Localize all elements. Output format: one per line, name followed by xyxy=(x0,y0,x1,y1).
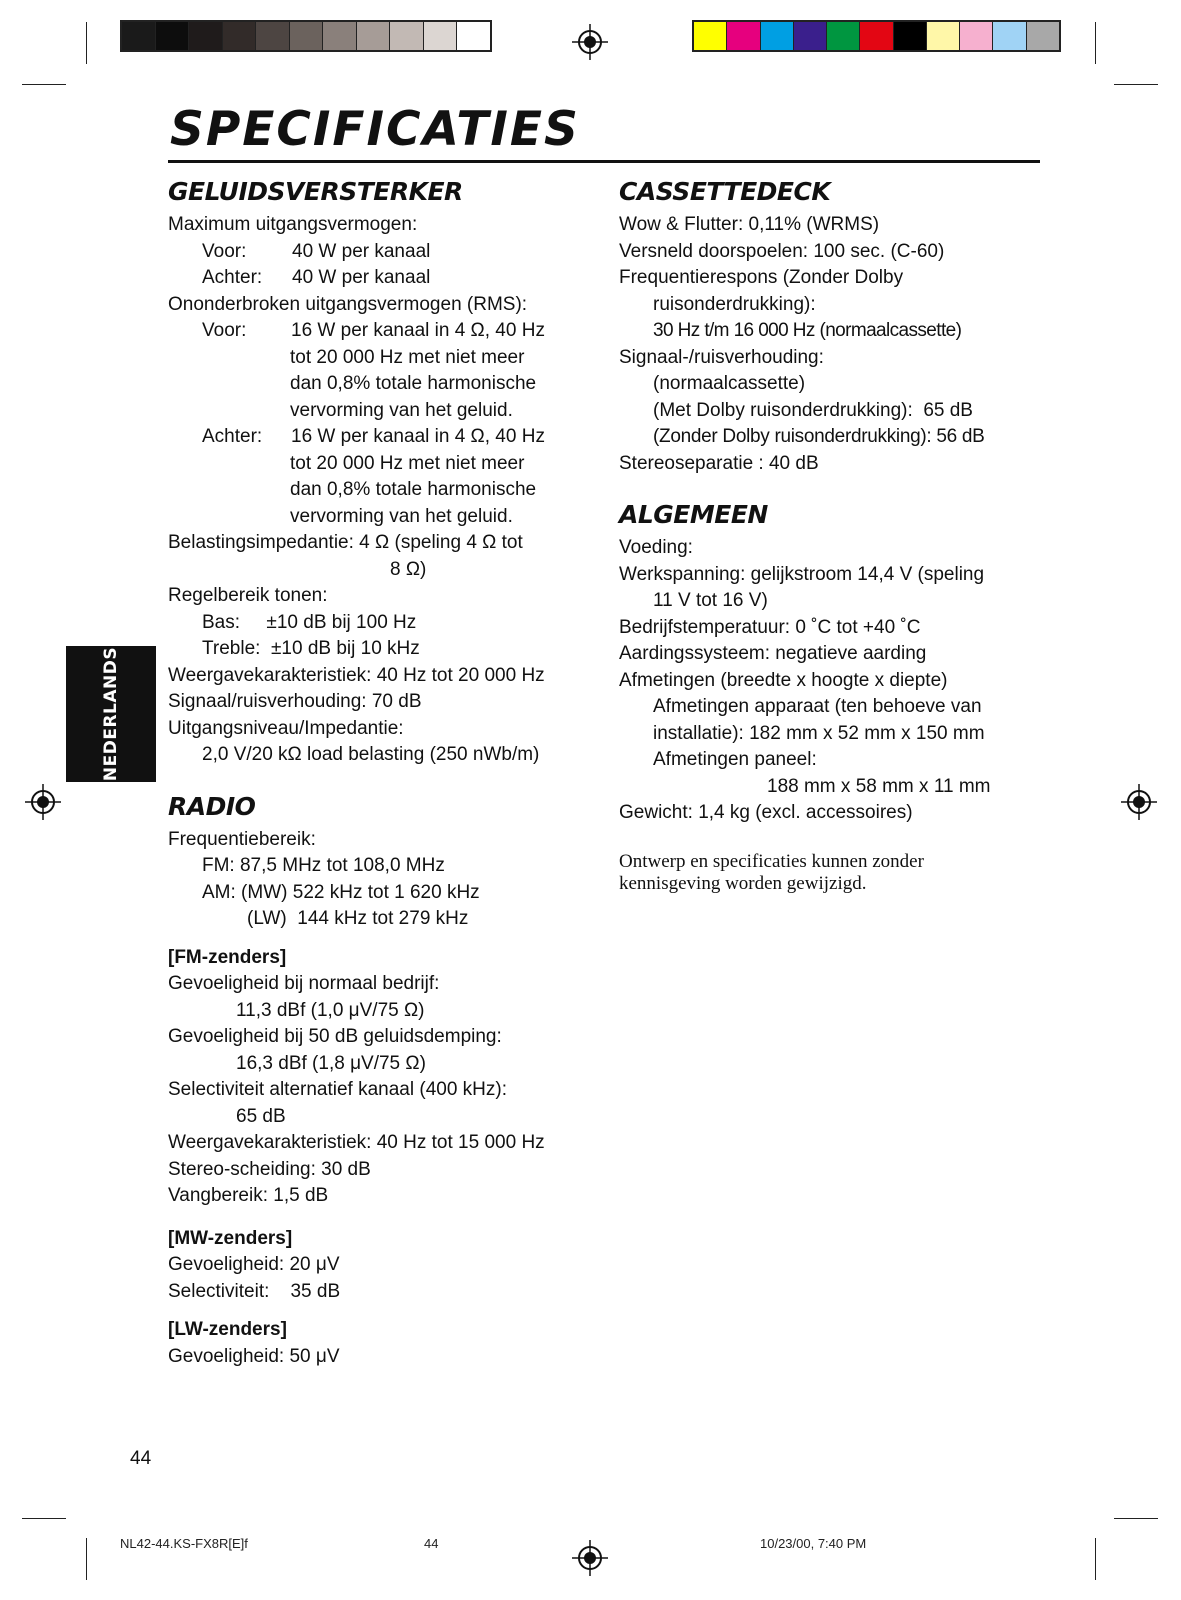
mw-selectivity: Selectiviteit: 35 dB xyxy=(168,1280,341,1302)
crop-mark xyxy=(1095,1538,1096,1580)
spec-label: Achter: xyxy=(202,426,263,447)
crop-mark xyxy=(1114,1518,1158,1519)
fm-stereo-separation: Stereo-scheiding: 30 dB xyxy=(168,1158,371,1180)
color-swatch xyxy=(122,22,156,50)
tone-range-label: Regelbereik tonen: xyxy=(168,585,328,606)
rms-front-line: dan 0,8% totale harmonische xyxy=(290,373,537,394)
impedance-spec-cont: 8 Ω) xyxy=(390,558,427,580)
spec-value: 16 W per kanaal in 4 Ω, 40 Hz xyxy=(291,426,545,447)
rms-front-line: tot 20 000 Hz met niet meer xyxy=(290,346,525,368)
color-swatch xyxy=(860,22,893,50)
crop-mark xyxy=(86,22,87,64)
operating-voltage: Werkspanning: gelijkstroom 14,4 V (speling xyxy=(619,563,985,585)
rms-rear-line: vervorming van het geluid. xyxy=(290,505,513,527)
color-swatch xyxy=(894,22,927,50)
color-swatch xyxy=(1027,22,1059,50)
fm-stations-header: [FM-zenders] xyxy=(168,946,287,968)
rms-power-label: Ononderbroken uitgangsvermogen (RMS): xyxy=(168,293,528,315)
fast-forward: Versneld doorspoelen: 100 sec. (C-60) xyxy=(619,240,945,262)
max-power-front xyxy=(168,239,598,266)
fm-selectivity-value: 65 dB xyxy=(236,1105,286,1127)
rms-front-line: vervorming van het geluid. xyxy=(290,399,513,421)
panel-dimensions-value: 188 mm x 58 mm x 11 mm xyxy=(767,775,991,797)
cassette-snr-dolby: (Met Dolby ruisonderdrukking): 65 dB xyxy=(653,399,973,421)
left-column xyxy=(168,172,598,1370)
crop-mark xyxy=(1114,84,1158,85)
frequency-response: Weergavekarakteristiek: 40 Hz tot 20 000 Hz xyxy=(168,664,545,686)
operating-temperature: Bedrijfstemperatuur: 0 ˚C tot +40 ˚C xyxy=(619,616,921,638)
bass-spec: Bas: ±10 dB bij 100 Hz xyxy=(202,611,417,633)
wow-flutter: Wow & Flutter: 0,11% (WRMS) xyxy=(619,214,880,235)
footer-page: 44 xyxy=(424,1536,439,1551)
page-title: SPECIFICATIES xyxy=(170,102,580,157)
spec-label: Achter: xyxy=(202,267,263,288)
color-swatch xyxy=(424,22,458,50)
registration-mark-icon xyxy=(572,1540,608,1576)
unit-dimensions: Afmetingen apparaat (ten behoeve van xyxy=(653,696,982,717)
cassette-freq-label: Frequentierespons (Zonder Dolby xyxy=(619,267,904,288)
color-swatch xyxy=(256,22,290,50)
color-swatch xyxy=(694,22,727,50)
radio-heading: RADIO xyxy=(168,791,256,821)
color-swatch xyxy=(290,22,324,50)
color-swatch xyxy=(927,22,960,50)
rms-rear xyxy=(168,424,598,451)
grounding-system: Aardingssysteem: negatieve aarding xyxy=(619,643,927,664)
crop-mark xyxy=(1095,22,1096,64)
mw-sensitivity: Gevoeligheid: 20 μV xyxy=(168,1254,340,1275)
registration-mark-icon xyxy=(25,784,61,820)
unit-dimensions-cont: installatie): 182 mm x 52 mm x 150 mm xyxy=(653,722,985,744)
fm-sensitivity-label: Gevoeligheid bij normaal bedrijf: xyxy=(168,973,440,994)
rms-front xyxy=(168,318,598,345)
color-swatch xyxy=(357,22,391,50)
title-divider xyxy=(168,160,1040,163)
spec-value: 40 W per kanaal xyxy=(292,267,431,288)
crop-mark xyxy=(22,84,66,85)
language-tab-label: NEDERLANDS xyxy=(101,646,122,782)
footer-filename: NL42-44.KS-FX8R[E]f xyxy=(120,1536,248,1551)
max-power-label: Maximum uitgangsvermogen: xyxy=(168,214,418,235)
footer-timestamp: 10/23/00, 7:40 PM xyxy=(760,1536,867,1551)
color-swatch xyxy=(993,22,1026,50)
crop-mark xyxy=(86,1538,87,1580)
crop-mark xyxy=(22,1518,66,1519)
fm-frequency-response: Weergavekarakteristiek: 40 Hz tot 15 000 Hz xyxy=(168,1132,545,1153)
stereo-separation: Stereoseparatie : 40 dB xyxy=(619,452,819,474)
color-swatch xyxy=(156,22,190,50)
color-swatch xyxy=(761,22,794,50)
color-swatch xyxy=(223,22,257,50)
max-power-rear xyxy=(168,265,598,292)
disclaimer-line: kennisgeving worden gewijzigd. xyxy=(619,872,867,894)
am-lw-range: (LW) 144 kHz tot 279 kHz xyxy=(247,908,469,929)
power-supply-label: Voeding: xyxy=(619,537,693,558)
page-number: 44 xyxy=(130,1448,152,1469)
disclaimer-line: Ontwerp en specificaties kunnen zonder xyxy=(619,850,924,872)
frequency-range-label: Frequentiebereik: xyxy=(168,828,316,850)
color-swatch xyxy=(727,22,760,50)
rms-rear-line: tot 20 000 Hz met niet meer xyxy=(290,452,525,474)
cassette-freq-value: 30 Hz t/m 16 000 Hz (normaalcassette) xyxy=(653,320,962,341)
color-swatch xyxy=(794,22,827,50)
dimensions-label: Afmetingen (breedte x hoogte x diepte) xyxy=(619,669,948,691)
am-mw-range: AM: (MW) 522 kHz tot 1 620 kHz xyxy=(202,881,480,903)
fm-range: FM: 87,5 MHz tot 108,0 MHz xyxy=(202,855,445,876)
treble-spec: Treble: ±10 dB bij 10 kHz xyxy=(202,638,420,659)
color-swatch xyxy=(323,22,357,50)
right-column xyxy=(619,172,1049,895)
cassette-snr-no-dolby: (Zonder Dolby ruisonderdrukking): 56 dB xyxy=(653,426,985,447)
operating-voltage-cont: 11 V tot 16 V) xyxy=(653,590,768,611)
panel-dimensions-label: Afmetingen paneel: xyxy=(653,749,817,770)
cassette-snr-type: (normaalcassette) xyxy=(653,373,806,394)
weight: Gewicht: 1,4 kg (excl. accessoires) xyxy=(619,802,913,823)
lw-sensitivity: Gevoeligheid: 50 μV xyxy=(168,1345,340,1367)
spec-label: Voor: xyxy=(202,240,247,262)
amplifier-heading: GELUIDSVERSTERKER xyxy=(168,177,463,206)
fm-sensitivity-value: 11,3 dBf (1,0 μV/75 Ω) xyxy=(236,999,425,1021)
grayscale-color-bar xyxy=(120,20,492,52)
output-level-label: Uitgangsniveau/Impedantie: xyxy=(168,717,404,739)
color-swatch xyxy=(189,22,223,50)
fm-quieting-value: 16,3 dBf (1,8 μV/75 Ω) xyxy=(236,1052,426,1074)
general-heading: ALGEMEEN xyxy=(619,500,768,529)
color-swatch xyxy=(960,22,993,50)
disclaimer-note xyxy=(619,851,1049,895)
registration-mark-icon xyxy=(1121,784,1157,820)
signal-noise-ratio: Signaal/ruisverhouding: 70 dB xyxy=(168,691,422,712)
color-swatch xyxy=(457,22,490,50)
rms-rear-line: dan 0,8% totale harmonische xyxy=(290,479,537,500)
color-swatch xyxy=(827,22,860,50)
fm-capture-ratio: Vangbereik: 1,5 dB xyxy=(168,1185,329,1206)
cassette-freq-label-cont: ruisonderdrukking): xyxy=(653,293,816,315)
spec-label: Voor: xyxy=(202,320,247,341)
language-tab xyxy=(66,646,156,782)
cassette-heading: CASSETTEDECK xyxy=(619,177,831,206)
output-level-value: 2,0 V/20 kΩ load belasting (250 nWb/m) xyxy=(202,744,540,765)
spec-value: 40 W per kanaal xyxy=(292,240,431,262)
spec-value: 16 W per kanaal in 4 Ω, 40 Hz xyxy=(291,320,545,341)
fm-selectivity-label: Selectiviteit alternatief kanaal (400 kHz): xyxy=(168,1079,507,1100)
color-swatch xyxy=(390,22,424,50)
fm-quieting-label: Gevoeligheid bij 50 dB geluidsdemping: xyxy=(168,1026,502,1047)
lw-stations-header: [LW-zenders] xyxy=(168,1319,287,1340)
impedance-spec: Belastingsimpedantie: 4 Ω (speling 4 Ω tot xyxy=(168,532,523,553)
mw-stations-header: [MW-zenders] xyxy=(168,1227,293,1249)
registration-mark-icon xyxy=(572,24,608,60)
process-color-bar xyxy=(692,20,1061,52)
cassette-snr-label: Signaal-/ruisverhouding: xyxy=(619,346,824,368)
